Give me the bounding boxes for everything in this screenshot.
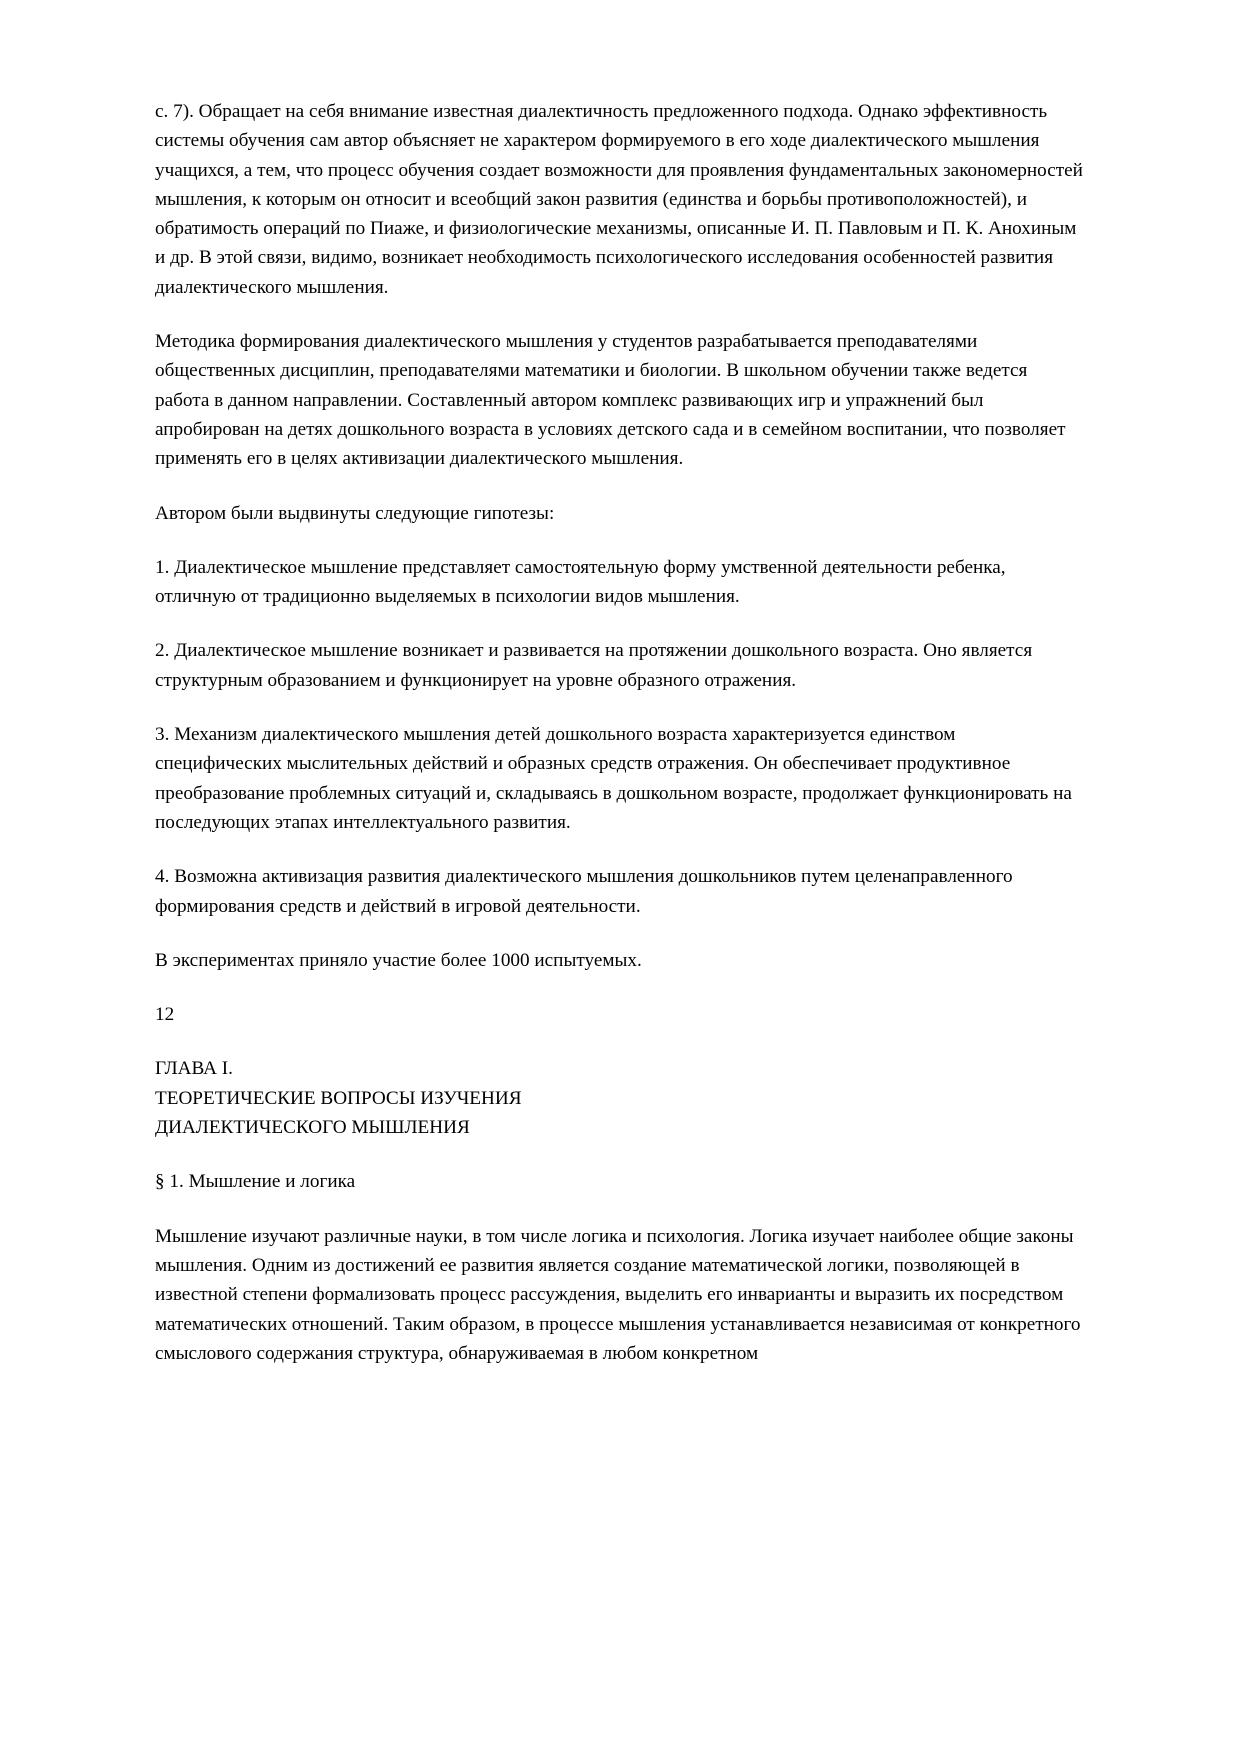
paragraph-hypotheses-lead: Автором были выдвинуты следующие гипотезы: (155, 502, 555, 524)
paragraph-intro: с. 7). Обращает на себя внимание известная диалектичность предложенного подхода. Однако эффективность системы обучения сам автор объясняет не характером формируемого в его ходе диалектического мышления учащихся, а тем, что процесс обучения создает возможности для проявления фундаментальных закономерностей мышления, к которым он относит и всеобщий закон развития (единства и борьбы противоположностей), и обратимость операций по Пиаже, и физиологические механизмы, описанные И. П. Павловым и П. К. Анохиным и др. В этой связи, видимо, возникает необходимость психологического исследования особенностей развития диалектического мышления. (155, 101, 1083, 298)
chapter-heading-line-2: ТЕОРЕТИЧЕСКИЕ ВОПРОСЫ ИЗУЧЕНИЯ (155, 1087, 522, 1109)
hypothesis-item-2: 2. Диалектическое мышление возникает и развивается на протяжении дошкольного возраста. Оно является структурным образованием и функционирует на уровне образного отражения. (155, 640, 1033, 691)
chapter-heading (155, 1054, 1085, 1142)
section-heading: § 1. Мышление и логика (155, 1171, 356, 1193)
hypothesis-item-4: 4. Возможна активизация развития диалектического мышления дошкольников путем целенаправленного формирования средств и действий в игровой деятельности. (155, 866, 1013, 917)
paragraph-logic-closing: Мышление изучают различные науки, в том числе логика и психология. Логика изучает наиболее общие законы мышления. Одним из достижений ее развития является создание математической логики, позволяющей в известной степени формализовать процесс рассуждения, выделить его инварианты и выразить их посредством математических отношений. Таким образом, в процессе мышления устанавливается независимая от конкретного смыслового содержания структура, обнаруживаемая в любом конкретном (155, 1225, 1081, 1364)
page-number: 12 (155, 1004, 175, 1026)
chapter-heading-line-1: ГЛАВА I. (155, 1058, 233, 1080)
document-body (155, 97, 1085, 1368)
hypothesis-item-1: 1. Диалектическое мышление представляет самостоятельную форму умственной деятельности ребенка, отличную от традиционно выделяемых в психологии видов мышления. (155, 556, 1006, 608)
hypothesis-item-3: 3. Механизм диалектического мышления детей дошкольного возраста характеризуется единством специфических мыслительных действий и образных средств отражения. Он обеспечивает продуктивное преобразование проблемных ситуаций и, складываясь в дошкольном возрасте, продолжает функционировать на последующих этапах интеллектуального развития. (155, 724, 1072, 833)
paragraph-methodology: Методика формирования диалектического мышления у студентов разрабатывается преподавателями общественных дисциплин, преподавателями математики и биологии. В школьном обучении также ведется работа в данном направлении. Составленный автором комплекс развивающих игр и упражнений был апробирован на детях дошкольного возраста в условиях детского сада и в семейном воспитании, что позволяет применять его в целях активизации диалектического мышления. (155, 331, 1066, 470)
paragraph-experiments: В экспериментах приняло участие более 1000 испытуемых. (155, 949, 642, 971)
chapter-heading-line-3: ДИАЛЕКТИЧЕСКОГО МЫШЛЕНИЯ (155, 1117, 470, 1139)
